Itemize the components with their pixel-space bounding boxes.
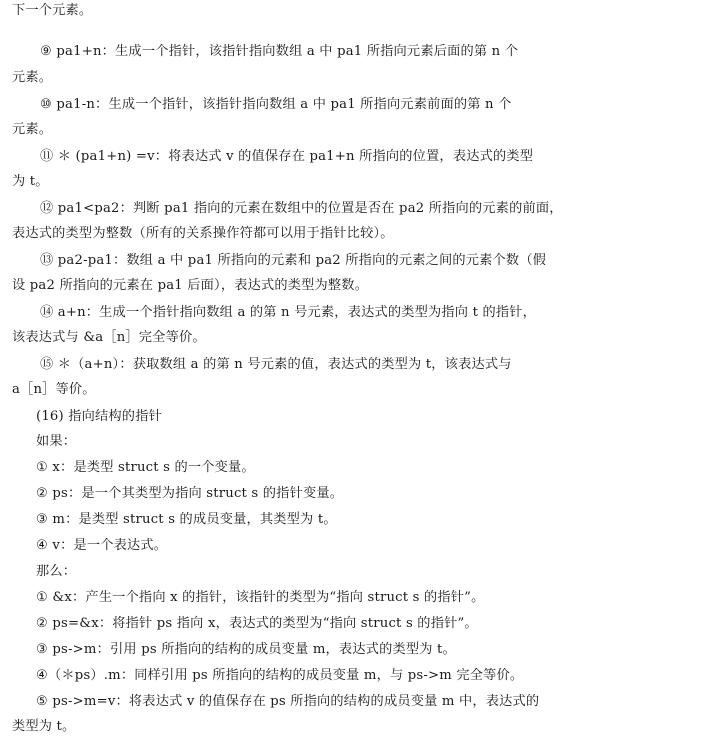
list-item: ④ v：是一个表达式。 xyxy=(36,538,168,553)
list-item: ② ps=&x：将指针 ps 指向 x，表达式的类型为“指向 struct s 的指针”。 xyxy=(36,616,478,631)
text-line: ⑮ ＊（a+n）：获取数组 a 的第 n 号元素的值，表达式的类型为 t，该表达式与 xyxy=(40,357,512,372)
list-item: ⑤ ps->m=v：将表达式 v 的值保存在 ps 所指向的结构的成员变量 m 中，表达式的 xyxy=(36,694,540,709)
text-line: 设 pa2 所指向的元素在 pa1 后面），表达式的类型为整数。 xyxy=(12,278,369,293)
text-line: ⑩ pa1-n：生成一个指针，该指针指向数组 a 中 pa1 所指向元素前面的第 n 个 xyxy=(40,97,512,112)
text-line: 为 t。 xyxy=(12,174,49,189)
text-line: ⑭ a+n：生成一个指针指向数组 a 的第 n 号元素，表达式的类型为指向 t 的指针， xyxy=(40,305,537,320)
list-item: ① x：是类型 struct s 的一个变量。 xyxy=(36,460,255,475)
text-line: ⑬ pa2-pa1：数组 a 中 pa1 所指向的元素和 pa2 所指向的元素之间的元素个数（假 xyxy=(40,253,547,268)
list-item: ② ps：是一个其类型为指向 struct s 的指针变量。 xyxy=(36,486,344,501)
text-line: 类型为 t。 xyxy=(12,719,76,734)
list-item: ④（＊ps）.m：同样引用 ps 所指向的结构的成员变量 m，与 ps->m 完全等价。 xyxy=(36,668,524,683)
text-line: ⑪ ＊ (pa1+n) =v：将表达式 v 的值保存在 pa1+n 所指向的位置，表达式的类型 xyxy=(40,149,534,164)
text-line: 如果： xyxy=(36,434,77,449)
text-line: 那么： xyxy=(36,564,77,579)
text-line: 表达式的类型为整数（所有的关系操作符都可以用于指针比较）。 xyxy=(12,226,394,241)
list-item: ① &x：产生一个指向 x 的指针，该指针的类型为“指向 struct s 的指针”。 xyxy=(36,590,485,605)
text-line: 下一个元素。 xyxy=(12,3,93,18)
text-line: 该表达式与 &a［n］完全等价。 xyxy=(12,330,206,345)
text-line: ⑨ pa1+n：生成一个指针，该指针指向数组 a 中 pa1 所指向元素后面的第 n 个 xyxy=(40,44,519,59)
section-heading: (16) 指向结构的指针 xyxy=(36,409,162,424)
text-line: a［n］等价。 xyxy=(12,382,96,397)
list-item: ③ m：是类型 struct s 的成员变量，其类型为 t。 xyxy=(36,512,337,527)
text-line: 元素。 xyxy=(12,70,53,85)
text-line: 元素。 xyxy=(12,122,53,137)
list-item: ③ ps->m：引用 ps 所指向的结构的成员变量 m，表达式的类型为 t。 xyxy=(36,642,456,657)
text-line: ⑫ pa1<pa2：判断 pa1 指向的元素在数组中的位置是否在 pa2 所指向的元素的前面， xyxy=(40,201,563,216)
